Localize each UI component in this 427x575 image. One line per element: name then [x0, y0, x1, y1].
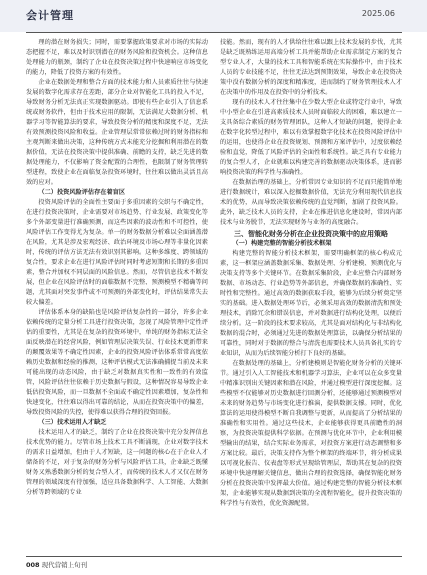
footer-journal-name: 现代营销上旬刊: [41, 561, 88, 569]
paragraph: 技能。然而，现有的人才供给往往难以跟上技术发展的步伐，尤其是缺乏既熟练运用高端分析工具并能帮助企业需求制定方案的复合型专业人才，大量的技术工具和智能系统在实际操作中，由于技术人员的专业技能不足，往往无法达到预期效果，导致企业在投资决策中没有数据分析的深度和精准度，进而制约了财务管理技术人才在决策中的作用及在投资中的分析技术。: [220, 39, 402, 96]
paragraph: 评估体系本身的缺陷也是风险评估复杂性的一部分，许多企业依赖传统的定量分析工具进行投资决策，忽视了风险管理中定性评估的重要性，尤其是在复杂的投资环境中，单纯的财务指标无法全面反映潜在的经营风险，例如管理层决策失误、行业技术更新带来的颠覆效果等不确定性因素，企业的投资风险评估体系常常高度依赖历史数据和经验的推测，这种评估模式无法准确捕捉当前及未来可能出现的动态风险，由于缺乏对数据真实性和一致性的有效监管，风险评估往往依赖于历史数据与假设，这种情况容易导致企业低估投资风险，而一旦数据不全面或不确定性因素增加，复杂性和快速变化，往往难以得出可靠的结论，从而在投资决策中的偏差，导致投资风险的失控，使得难以获得合理的投资回报。: [26, 309, 208, 416]
footer-rule: [26, 556, 402, 557]
paragraph: 构建完整的智能分析技术框架，需要明确框架的核心构成元素，这一框架应涵盖数据采集、数据处理、分析建模、预测优化与决策支持等多个关键环节。在数据采集阶段，企业应整合内部财务数据、市场动态、行业趋势等外部信息，并确保数据的准确性、实时性和完整性。通过高效的数据获取手段，能够为后续分析奠定坚实的基础。进入数据处理环节后，必须采用高效的数据清洗和预处理技术，消除冗余和错误信息，并对数据进行结构化处理，以便后续分析。这一阶段的技术要求较高，尤其是面对结构化与非结构化数据的混合时，必须通过先进的数据处理算法，以确保分析结果的可靠性，同时对于数据的整合与清洗也需要技术人员具备扎实的专业知识，从而为后续智能分析打下良好的基础。: [220, 250, 402, 357]
paragraph: 理的潜在财务损失；同时，需要掌握政策要求对市场的实际动态把握不足，难以及时识别潜在的财务风险和投资机会。这种信息处理能力的瓶颈，制约了企业在投资决策过程中快速响应市场变化的能力，降低了投资方案的有效性。: [26, 39, 208, 76]
subsection-heading: （三）技术运用人才缺乏: [38, 419, 107, 426]
header-rule: [26, 32, 402, 33]
header-band: [0, 0, 427, 32]
left-column: [26, 38, 208, 498]
subsection-heading: （二）投资风险评估存在着盲区: [38, 189, 126, 196]
right-column: [220, 38, 402, 509]
subsection-heading: （一）构建完整的智能分析技术框架: [232, 240, 332, 247]
section-heading: 三、智能化财务分析在企业投资决策中的应用策略: [234, 229, 388, 238]
paragraph: 企业在数据处理和整合方面的技术能力和人员素质往往与快速发展的数字化需求存在差距，部分企业对智能化工具的投入不足，导致财务分析无法真正实现数据驱动。即使有些企业引入了信息系统或财务软件，但由于技术应用的限制，无法满足大数据分析、机器学习等智能算法的要求，导致投资分析的精度和深度不足，无法有效预测投资风险和收益。企业管理层常常依赖过时的财务指标和主观判断来做出决策，这种传统方式未能充分挖掘和利用潜在的数据价值，无法在投资决策中提供准确、前瞻的支持，缺乏先进的数据处理能力，不仅影响了资金配置的合理性，也限制了财务管理转型进程，致使企业在面临复杂投资环境时，往往难以做出灵活且高效的应对。: [26, 79, 208, 186]
paragraph: 在数据处理的基础上，分析建模则是智能化财务分析的关键环节。通过引入人工智能技术和机器学习算法，企业可以在众多变量中精准识别出关键因素和潜在风险，并通过模型进行深度挖掘。这些模型不仅能够对历史数据进行回测分析，还能够通过预测模型对未来的财务趋势与市场变化进行推演，提供数据支撑。同时，优化算法的运用使得模型不断自我调整与更新，从而提高了分析结果的准确性和实用性。通过这些技术，企业能够获得更具前瞻性的洞察，为投资决策提供科学依据。在预测与优化环节中，企业利用模型输出的结果，结合实际业务需求，对投资方案进行动态调整和多方案比较。最后，决策支持作为整个框架的终端环节，将分析成果以可视化报告、仪表盘等形式呈现给管理层，帮助其在复杂的投资环境中快速理解关键信息，做出合理的投资选择，确保智能化财务分析在投资决策中发挥最大价值。通过构建完整的智能分析技术框架，企业能够实现从数据到决策的全流程智能化，提升投资决策的科学性与有效性，优化资源配置。: [220, 360, 402, 507]
issue-date: 2025.06: [361, 9, 395, 18]
journal-title: 会计管理: [26, 9, 74, 22]
page-number: 008: [26, 561, 40, 569]
paragraph: 现有的技术人才往往集中在少数大型企业或特定行业中，导致中小型企业在引进高素质技术人员时面临较大的困难，难以建立一支具备综合素质的财务管理团队，这种人才短缺的问题，使得企业在数字化转型过程中，难以有效掌握数字化技术在投资风险评估中的运用，也使得企业在投资规划、预测和方案评估中，过度依赖经验和直觉，降低了风险评估的全面性和系统性。缺乏具有专业能力的复合型人才，企业就难以构建完善的数据驱动决策体系，进而影响投资决策的科学性与准确性。: [220, 99, 402, 176]
paragraph: 投资风险评估的全面性主要面于多重因素的交织与不确定性，在进行投资决策时，企业需要对市场趋势、行业发展、政策变化等多个外部变量进行准确预测，而这些因素的波动性和不可控性，使风险评估工作变得尤为复杂。单一的财务数据分析难以全面涵盖潜在风险，尤其是涉及宏观经济、政治环境及市场心理等非量化因素时，传统的评估方法无法有效识别其影响。这种多维度、跨领域的复合性，要求企业在进行风险评估时同时考虑短期和长期的多重因素，整合并加权不同层面的风险信息。然而，尽管信息技术不断发展，但企业在风险评估时的面临数据不完整、预测模型不精确等问题，尤其面对突发事件或不可预测的外部变化时，评估结果常失去较大偏差。: [26, 199, 208, 306]
page-footer: [26, 560, 87, 569]
paragraph: 技术运用人才的缺乏，制约了企业在投资决策中充分发挥信息技术优势的能力。尽管市场上技术工具不断涌现，企业对数字技术的需求日益增加，但由于人才短缺，这一问题的核心在于企业人才储备的不足，对于复杂的财务分析与风险评估工具，企业缺乏既懂财务又熟悉数据分析的复合型人才，而传统的技术人才又仅在财务管理的领域深度有待加强，适应具备数据科学、人工智能、大数据分析等跨领域的专业: [26, 429, 208, 496]
paragraph: 在数据治理的基础上，分析常因专业知识的不足而只能简单地进行数据统计，难以深入挖掘数据价值，无法充分利用现代信息技术的优势，从而导致决策依赖传统的直觉判断，加剧了投资风险。此外，缺乏技术人员的支持，企业在推进信息化建设时，常因内部技术与业务脱节，无法实现财务与业务的高度融合。: [220, 179, 402, 226]
